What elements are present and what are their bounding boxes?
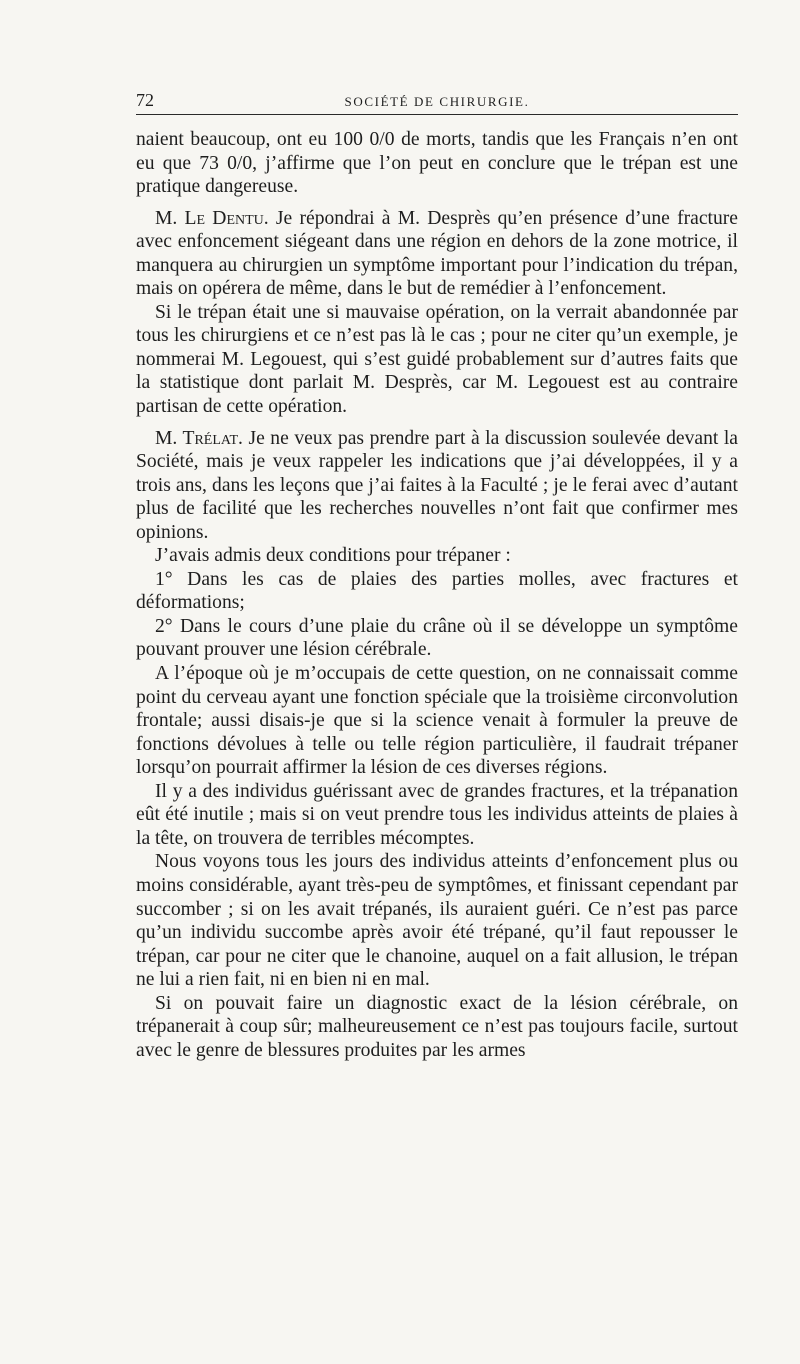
paragraph — [136, 207, 738, 301]
paragraph — [136, 992, 738, 1063]
paragraph — [136, 544, 738, 568]
paragraph-text: A l’époque où je m’occupais de cette question, on ne connaissait comme point du cerveau ayant une fonction spéciale que la troisième circonvolution frontale; aussi disais-je que si la science venait à formuler la preuve de fonctions dévolues à telle ou telle région particulière, il faudrait trépaner lorsqu’on pourrait affirmer la lésion de ces diverses régions. — [136, 663, 738, 779]
book-page — [136, 86, 738, 1062]
paragraph-text: 1° Dans les cas de plaies des parties molles, avec fractures et déformations; — [136, 568, 738, 614]
speaker-name: M. Trélat. — [155, 427, 243, 449]
paragraph-text: Je ne veux pas prendre part à la discussion soulevée devant la Société, mais je veux rappeler les indications que j’ai développées, il y a trois ans, dans les leçons que j’ai faites à la Faculté ; je le ferai avec d’autant plus de facilité que les recherches nouvelles n’ont fait que confirmer mes opinions. — [136, 427, 738, 543]
body-text — [136, 128, 738, 1062]
page-number: 72 — [136, 90, 154, 110]
paragraph-text: Il y a des individus guérissant avec de grandes fractures, et la trépanation eût été inutile ; mais si on veut prendre tous les individus atteints de plaies à la tête, on trouvera de terribles mécomptes. — [136, 780, 738, 849]
list-item — [136, 568, 738, 615]
list-item — [136, 615, 738, 662]
paragraph — [136, 662, 738, 780]
paragraph — [136, 128, 738, 199]
paragraph-text: 2° Dans le cours d’une plaie du crâne où il se développe un symptôme pouvant prouver une lésion cérébrale. — [136, 615, 738, 661]
paragraph-text: naient beaucoup, ont eu 100 0/0 de morts, tandis que les Français n’en ont eu que 73 0/0, j’affirme que l’on peut en conclure que le trépan est une pratique dangereuse. — [136, 129, 738, 198]
paragraph-text: J’avais admis deux conditions pour trépaner : — [155, 545, 511, 567]
paragraph — [136, 301, 738, 419]
paragraph — [136, 780, 738, 851]
speaker-name: M. Le Dentu. — [155, 207, 269, 229]
page-header — [136, 86, 738, 115]
running-title: SOCIÉTÉ DE CHIRURGIE. — [344, 94, 530, 109]
paragraph-text: Si on pouvait faire un diagnostic exact de la lésion cérébrale, on trépanerait à coup sûr; malheureusement ce n’est pas toujours facile, surtout avec le genre de blessures produites par les armes — [136, 992, 738, 1061]
paragraph-text: Nous voyons tous les jours des individus atteints d’enfoncement plus ou moins considérable, ayant très-peu de symptômes, et finissant cependant par succomber ; si on les avait trépanés, ils auraient guéri. Ce n’est pas parce qu’un individu succombe après avoir été trépané, qu’il faut repousser le trépan, car pour ne citer que le chanoine, auquel on a fait allusion, le trépan ne lui a rien fait, ni en bien ni en mal. — [136, 851, 738, 991]
paragraph-text: Si le trépan était une si mauvaise opération, on la verrait abandonnée par tous les chirurgiens et ce n’est pas là le cas ; pour ne citer qu’un exemple, je nommerai M. Legouest, qui s’est guidé probablement sur d’autres faits que la statistique dont parlait M. Desprès, car M. Legouest est au contraire partisan de cette opération. — [136, 301, 738, 418]
paragraph — [136, 850, 738, 991]
paragraph-text: Je répondrai à M. Desprès qu’en présence d’une fracture avec enfoncement siégeant dans une région en dehors de la zone motrice, il manquera au chirurgien un symptôme important pour l’indication du trépan, mais on opérera de même, dans le but de remédier à l’enfoncement. — [136, 207, 738, 300]
paragraph — [136, 427, 738, 545]
